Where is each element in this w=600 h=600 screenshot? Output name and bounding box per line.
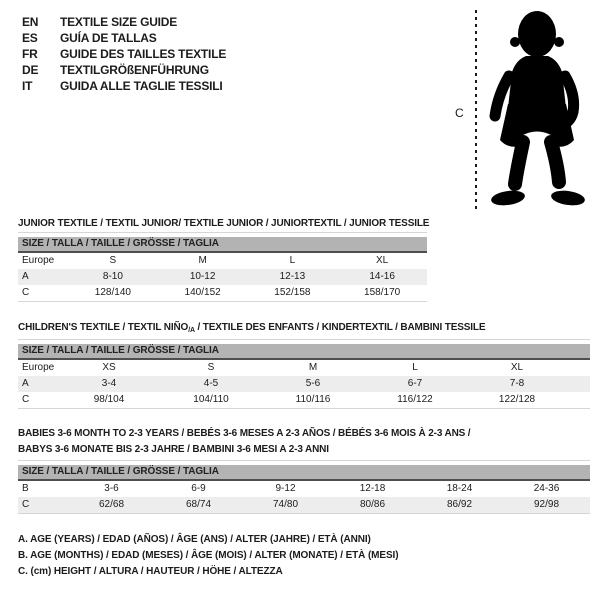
- table-row-age: [18, 269, 427, 285]
- row-label: C: [18, 497, 68, 513]
- baby-silhouette-icon: [482, 8, 594, 213]
- table-row-months: [18, 481, 590, 497]
- table-cell: 14-16: [337, 269, 427, 285]
- table-cell: 24-36: [533, 483, 560, 494]
- children-table-grid: [18, 360, 590, 408]
- table-row-age: [18, 376, 590, 392]
- table-cell: 6-7: [364, 376, 466, 392]
- row-label: C: [22, 394, 30, 405]
- legend-line-b: B. AGE (MONTHS) / EDAD (MESES) / ÂGE (MOIS) / ALTER (MONATE) / ETÀ (MESI): [18, 550, 399, 561]
- region-label: Europe: [22, 362, 55, 373]
- size-header-bar: SIZE / TALLA / TAILLE / GRÖSSE / TAGLIA: [18, 237, 427, 253]
- height-measure-label: C: [455, 106, 464, 120]
- children-title-prefix: CHILDREN'S TEXTILE / TEXTIL NIÑO: [18, 322, 189, 333]
- table-cell: 3-4: [58, 376, 160, 392]
- column-header: XL: [510, 362, 524, 373]
- children-section-title: [18, 321, 485, 337]
- table-cell: 62/68: [68, 497, 155, 513]
- column-header: L: [412, 362, 418, 373]
- language-row-it: [22, 78, 226, 94]
- table-cell: 116/122: [397, 394, 433, 405]
- language-code: IT: [22, 79, 33, 93]
- table-cell: 6-9: [191, 483, 206, 494]
- column-header: M: [198, 255, 207, 266]
- junior-section-title: JUNIOR TEXTILE / TEXTIL JUNIOR/ TEXTILE JUNIOR / JUNIORTEXTIL / JUNIOR TESSILE: [18, 218, 430, 229]
- language-list: [22, 14, 226, 94]
- table-cell: 3-6: [104, 483, 119, 494]
- language-row-en: [22, 14, 226, 30]
- table-cell: 9-12: [275, 483, 296, 494]
- table-cell: 122/128: [498, 394, 536, 405]
- row-label: B: [22, 483, 29, 494]
- language-code: EN: [22, 15, 39, 29]
- column-header: XL: [376, 255, 389, 266]
- region-header-row: [18, 360, 590, 376]
- language-title: GUÍA DE TALLAS: [60, 31, 157, 45]
- language-row-es: [22, 30, 226, 46]
- table-row-height: [18, 497, 590, 513]
- babies-title-line1: BABIES 3-6 MONTH TO 2-3 YEARS / BEBÉS 3-6 MESES A 2-3 AÑOS / BÉBÉS 3-6 MOIS À 2-3 ANS /: [18, 428, 471, 439]
- language-title: TEXTILGRÖßENFÜHRUNG: [60, 63, 209, 77]
- language-code: DE: [22, 63, 39, 77]
- table-cell: 80/86: [329, 497, 416, 513]
- measure-legend: [18, 532, 398, 580]
- column-header: M: [308, 362, 318, 373]
- spacer-cell: [568, 360, 590, 376]
- column-header: S: [109, 255, 117, 266]
- table-cell: 7-8: [466, 376, 568, 392]
- region-header-row: [18, 253, 427, 269]
- spacer-cell: [568, 392, 590, 408]
- table-cell: 74/80: [242, 497, 329, 513]
- language-title: TEXTILE SIZE GUIDE: [60, 15, 178, 29]
- babies-size-table: [18, 460, 590, 514]
- language-row-de: [22, 62, 226, 78]
- column-header: XS: [102, 362, 116, 373]
- table-cell: 104/110: [193, 394, 229, 405]
- table-cell: 92/98: [503, 497, 590, 513]
- size-header-bar: SIZE / TALLA / TAILLE / GRÖSSE / TAGLIA: [18, 465, 590, 481]
- row-label: A: [18, 376, 58, 392]
- table-row-height: [18, 285, 427, 301]
- children-title-suffix: / TEXTILE DES ENFANTS / KINDERTEXTIL / BAMBINI TESSILE: [194, 322, 486, 333]
- height-measure-dashed-line: [475, 10, 477, 210]
- language-title: GUIDA ALLE TAGLIE TESSILI: [60, 79, 223, 93]
- junior-table-grid: [18, 253, 427, 301]
- legend-line-c: C. (cm) HEIGHT / ALTURA / HAUTEUR / HÖHE / ALTEZZA: [18, 566, 283, 577]
- children-title-sub: /A: [188, 327, 195, 334]
- table-cell: 86/92: [416, 497, 503, 513]
- language-row-fr: [22, 46, 226, 62]
- table-cell: 152/158: [274, 287, 311, 298]
- babies-title-line2: BABYS 3-6 MONATE BIS 2-3 JAHRE / BAMBINI 3-6 MESI A 2-3 ANNI: [18, 444, 329, 455]
- table-cell: 128/140: [94, 287, 131, 298]
- language-title: GUIDE DES TAILLES TEXTILE: [60, 47, 227, 61]
- table-cell: 8-10: [68, 269, 158, 285]
- column-header: S: [207, 362, 215, 373]
- language-code: ES: [22, 31, 38, 45]
- column-header: L: [289, 255, 296, 266]
- size-header-bar: SIZE / TALLA / TAILLE / GRÖSSE / TAGLIA: [18, 344, 590, 360]
- language-code: FR: [22, 47, 38, 61]
- table-cell: 4-5: [160, 376, 262, 392]
- row-label: A: [18, 269, 68, 285]
- table-cell: 12-18: [359, 483, 386, 494]
- table-row-height: [18, 392, 590, 408]
- table-cell: 98/104: [93, 394, 125, 405]
- table-cell: 140/152: [184, 287, 221, 298]
- row-label: C: [22, 287, 30, 298]
- region-label: Europe: [22, 255, 55, 266]
- legend-line-a: A. AGE (YEARS) / EDAD (AÑOS) / ÂGE (ANS) / ALTER (JAHRE) / ETÀ (ANNI): [18, 534, 371, 545]
- table-cell: 18-24: [446, 483, 473, 494]
- babies-section-title: [18, 426, 470, 458]
- babies-table-grid: [18, 481, 590, 513]
- table-cell: 158/170: [364, 287, 401, 298]
- spacer-cell: [568, 376, 590, 392]
- table-cell: 12-13: [248, 269, 338, 285]
- table-cell: 5-6: [262, 376, 364, 392]
- junior-size-table: [18, 232, 427, 302]
- table-cell: 10-12: [158, 269, 248, 285]
- table-cell: 110/116: [295, 394, 331, 405]
- children-size-table: [18, 339, 590, 409]
- table-cell: 68/74: [155, 497, 242, 513]
